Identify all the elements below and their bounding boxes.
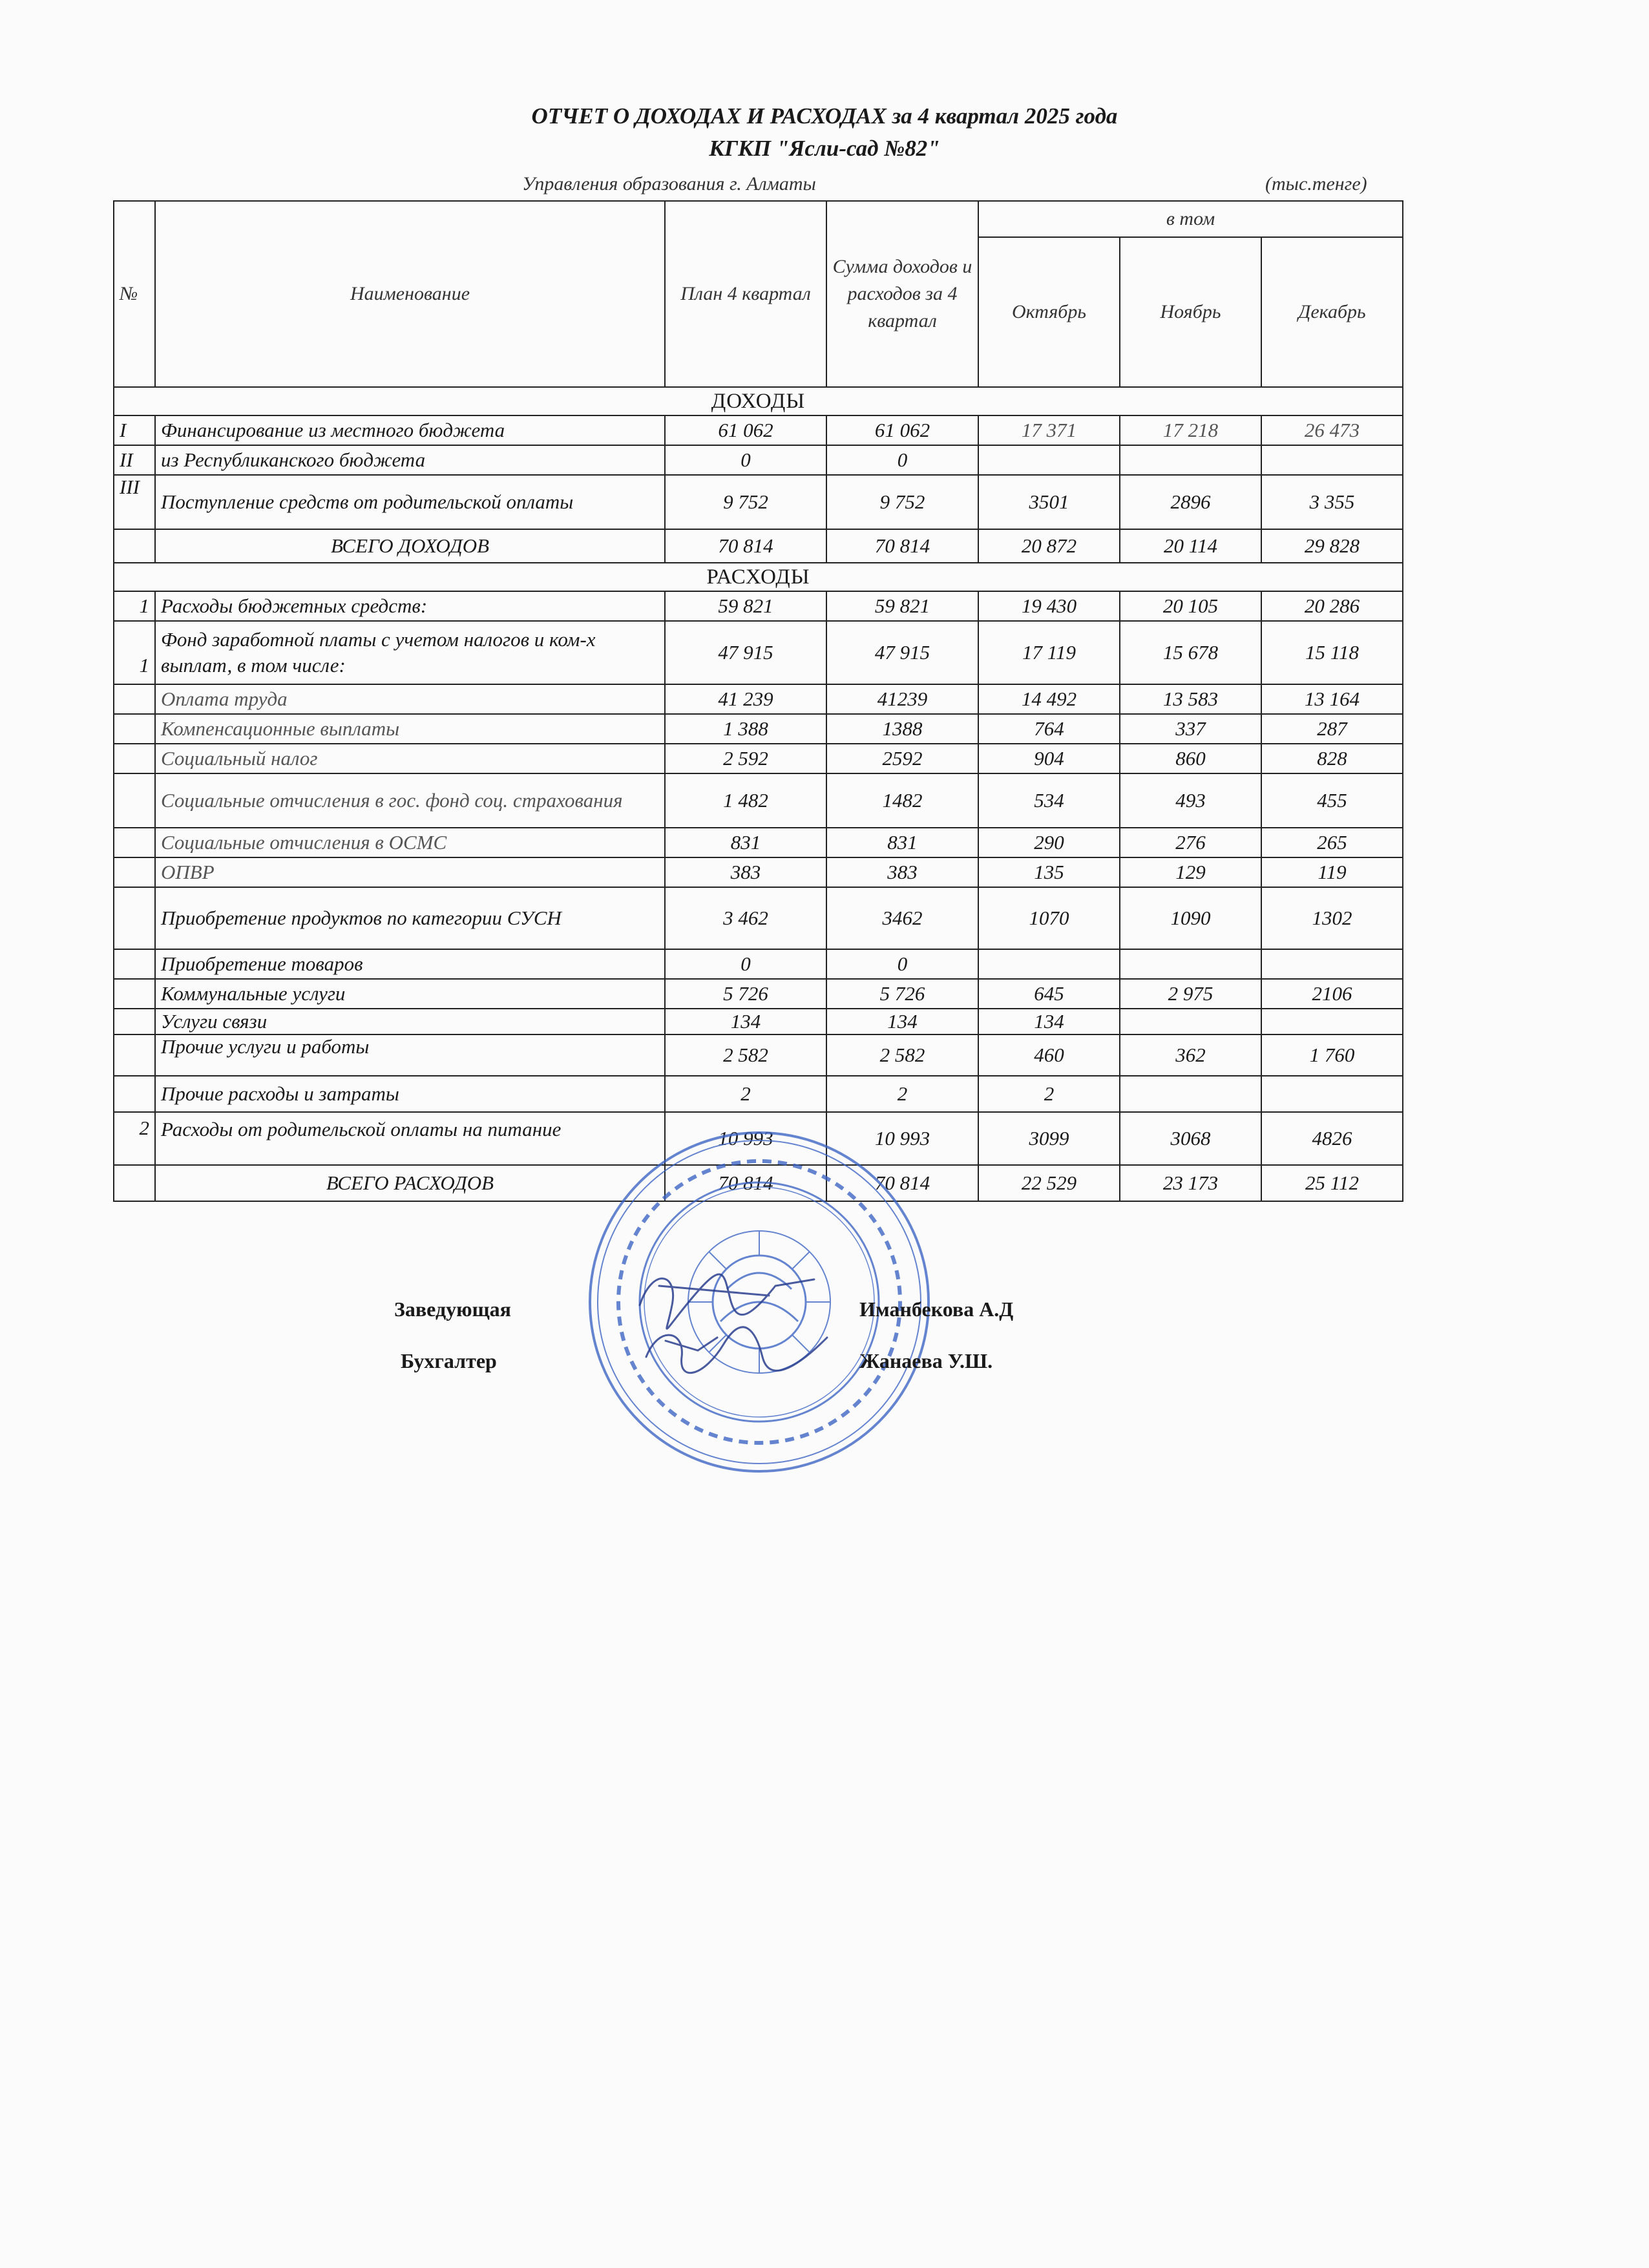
row-num: 2	[114, 1112, 155, 1165]
income-total-row	[114, 529, 1403, 563]
cell-sum: 10 993	[826, 1112, 978, 1165]
cell-oct: 17 119	[978, 621, 1120, 684]
cell-plan: 2 582	[665, 1034, 826, 1076]
cell-nov: 276	[1120, 828, 1261, 857]
row-num: I	[114, 415, 155, 445]
row-name: Компенсационные выплаты	[155, 714, 665, 744]
cell-plan: 10 993	[665, 1112, 826, 1165]
income-total-label: ВСЕГО ДОХОДОВ	[155, 529, 665, 563]
row-num: 1	[114, 621, 155, 684]
row-name: Коммунальные услуги	[155, 979, 665, 1009]
cell-oct: 134	[978, 1009, 1120, 1034]
cell-dec: 3 355	[1261, 475, 1403, 529]
cell-nov: 1090	[1120, 887, 1261, 949]
cell-dec: 25 112	[1261, 1165, 1403, 1201]
cell-oct: 22 529	[978, 1165, 1120, 1201]
table-row	[114, 887, 1403, 949]
cell-sum: 2 582	[826, 1034, 978, 1076]
cell-sum: 41239	[826, 684, 978, 714]
cell-dec: 455	[1261, 773, 1403, 828]
column-header-dec: Декабрь	[1261, 237, 1403, 387]
cell-oct: 460	[978, 1034, 1120, 1076]
column-header-num: №	[114, 201, 155, 387]
cell-plan: 134	[665, 1009, 826, 1034]
row-name: Расходы бюджетных средств:	[155, 591, 665, 621]
cell-sum: 2	[826, 1076, 978, 1112]
column-header-plan: План 4 квартал	[665, 201, 826, 387]
cell-sum: 61 062	[826, 415, 978, 445]
expense-total-label: ВСЕГО РАСХОДОВ	[155, 1165, 665, 1201]
cell-plan: 9 752	[665, 475, 826, 529]
cell-oct: 14 492	[978, 684, 1120, 714]
table-row	[114, 621, 1403, 684]
cell-sum: 383	[826, 857, 978, 887]
cell-sum: 1482	[826, 773, 978, 828]
row-name: из Республиканского бюджета	[155, 445, 665, 475]
cell-oct: 19 430	[978, 591, 1120, 621]
column-header-name: Наименование	[155, 201, 665, 387]
cell-sum: 2592	[826, 744, 978, 773]
cell-dec: 265	[1261, 828, 1403, 857]
cell-dec: 15 118	[1261, 621, 1403, 684]
income-expense-table	[113, 200, 1403, 1202]
cell-oct: 17 371	[978, 415, 1120, 445]
accountant-signature-label: Бухгалтер	[401, 1349, 497, 1372]
table-row	[114, 979, 1403, 1009]
row-num: 1	[114, 591, 155, 621]
cell-oct: 645	[978, 979, 1120, 1009]
cell-dec	[1261, 1076, 1403, 1112]
row-name: Социальный налог	[155, 744, 665, 773]
cell-dec	[1261, 1009, 1403, 1034]
cell-sum: 59 821	[826, 591, 978, 621]
units-note: (тыс.тенге)	[1265, 173, 1367, 194]
cell-plan: 831	[665, 828, 826, 857]
cell-sum: 1388	[826, 714, 978, 744]
cell-dec	[1261, 445, 1403, 475]
cell-plan: 41 239	[665, 684, 826, 714]
cell-oct: 290	[978, 828, 1120, 857]
accountant-name: Жанаева У.Ш.	[859, 1349, 993, 1372]
table-row	[114, 857, 1403, 887]
cell-oct: 904	[978, 744, 1120, 773]
cell-oct: 1070	[978, 887, 1120, 949]
cell-plan: 2 592	[665, 744, 826, 773]
table-row	[114, 1076, 1403, 1112]
cell-sum: 9 752	[826, 475, 978, 529]
cell-sum: 70 814	[826, 529, 978, 563]
table-row	[114, 744, 1403, 773]
cell-dec: 20 286	[1261, 591, 1403, 621]
column-header-sum: Сумма доходов и расходов за 4 квартал	[826, 201, 978, 387]
cell-nov: 13 583	[1120, 684, 1261, 714]
cell-sum: 831	[826, 828, 978, 857]
cell-nov: 3068	[1120, 1112, 1261, 1165]
table-row	[114, 1034, 1403, 1076]
cell-nov: 493	[1120, 773, 1261, 828]
row-name: ОПВР	[155, 857, 665, 887]
cell-plan: 2	[665, 1076, 826, 1112]
row-name: Приобретение продуктов по категории СУСН	[155, 887, 665, 949]
cell-plan: 0	[665, 949, 826, 979]
cell-oct: 135	[978, 857, 1120, 887]
cell-nov	[1120, 949, 1261, 979]
cell-plan: 47 915	[665, 621, 826, 684]
cell-nov	[1120, 445, 1261, 475]
signature-icon	[620, 1260, 834, 1389]
cell-dec: 1302	[1261, 887, 1403, 949]
cell-oct: 534	[978, 773, 1120, 828]
cell-nov: 23 173	[1120, 1165, 1261, 1201]
cell-plan: 70 814	[665, 1165, 826, 1201]
cell-plan: 0	[665, 445, 826, 475]
row-name: Приобретение товаров	[155, 949, 665, 979]
cell-plan: 383	[665, 857, 826, 887]
cell-sum: 0	[826, 949, 978, 979]
cell-nov	[1120, 1076, 1261, 1112]
column-header-nov: Ноябрь	[1120, 237, 1261, 387]
cell-plan: 1 482	[665, 773, 826, 828]
cell-dec	[1261, 949, 1403, 979]
cell-nov: 2 975	[1120, 979, 1261, 1009]
cell-oct: 764	[978, 714, 1120, 744]
cell-plan: 3 462	[665, 887, 826, 949]
expense-section-heading: РАСХОДЫ	[114, 563, 1403, 591]
income-section-heading: ДОХОДЫ	[114, 387, 1403, 415]
head-name: Иманбекова А.Д	[859, 1297, 1014, 1321]
row-name: Социальные отчисления в ОСМС	[155, 828, 665, 857]
table-row	[114, 475, 1403, 529]
table-row	[114, 445, 1403, 475]
cell-plan: 70 814	[665, 529, 826, 563]
organization-name: КГКП "Ясли-сад №82"	[709, 136, 940, 161]
cell-sum: 134	[826, 1009, 978, 1034]
table-row	[114, 773, 1403, 828]
cell-dec: 119	[1261, 857, 1403, 887]
cell-plan: 1 388	[665, 714, 826, 744]
row-name: Расходы от родительской оплаты на питание	[155, 1112, 665, 1165]
cell-oct: 20 872	[978, 529, 1120, 563]
cell-nov: 17 218	[1120, 415, 1261, 445]
cell-sum: 0	[826, 445, 978, 475]
cell-sum: 47 915	[826, 621, 978, 684]
row-name: Фонд заработной платы с учетом налогов и ком-х выплат, в том числе:	[155, 621, 665, 684]
cell-nov: 860	[1120, 744, 1261, 773]
cell-dec: 4826	[1261, 1112, 1403, 1165]
cell-plan: 5 726	[665, 979, 826, 1009]
row-name: Финансирование из местного бюджета	[155, 415, 665, 445]
cell-sum: 3462	[826, 887, 978, 949]
cell-dec: 2106	[1261, 979, 1403, 1009]
table-row	[114, 591, 1403, 621]
cell-nov: 20 114	[1120, 529, 1261, 563]
row-name: Поступление средств от родительской оплаты	[155, 475, 665, 529]
cell-dec: 287	[1261, 714, 1403, 744]
row-name: Прочие расходы и затраты	[155, 1076, 665, 1112]
cell-nov: 20 105	[1120, 591, 1261, 621]
cell-nov: 129	[1120, 857, 1261, 887]
table-row	[114, 1009, 1403, 1034]
cell-dec: 828	[1261, 744, 1403, 773]
cell-dec: 13 164	[1261, 684, 1403, 714]
cell-sum: 70 814	[826, 1165, 978, 1201]
row-name: Социальные отчисления в гос. фонд соц. страхования	[155, 773, 665, 828]
row-num: II	[114, 445, 155, 475]
table-row	[114, 415, 1403, 445]
cell-dec: 26 473	[1261, 415, 1403, 445]
row-name: Услуги связи	[155, 1009, 665, 1034]
cell-nov: 15 678	[1120, 621, 1261, 684]
cell-dec: 29 828	[1261, 529, 1403, 563]
cell-dec: 1 760	[1261, 1034, 1403, 1076]
report-title: ОТЧЕТ О ДОХОДАХ И РАСХОДАХ за 4 квартал 2025 года	[531, 103, 1118, 129]
cell-sum: 5 726	[826, 979, 978, 1009]
cell-plan: 59 821	[665, 591, 826, 621]
cell-nov: 362	[1120, 1034, 1261, 1076]
head-signature-label: Заведующая	[394, 1297, 511, 1321]
table-row	[114, 714, 1403, 744]
row-name: Оплата труда	[155, 684, 665, 714]
cell-nov: 337	[1120, 714, 1261, 744]
column-header-group: в том	[978, 201, 1403, 237]
table-row	[114, 684, 1403, 714]
row-num: III	[114, 475, 155, 529]
cell-oct: 3099	[978, 1112, 1120, 1165]
cell-nov	[1120, 1009, 1261, 1034]
row-name: Прочие услуги и работы	[155, 1034, 665, 1076]
cell-oct	[978, 949, 1120, 979]
department-name: Управления образования г. Алматы	[522, 173, 816, 194]
cell-nov: 2896	[1120, 475, 1261, 529]
cell-oct: 3501	[978, 475, 1120, 529]
table-row	[114, 949, 1403, 979]
table-row	[114, 828, 1403, 857]
cell-oct	[978, 445, 1120, 475]
column-header-oct: Октябрь	[978, 237, 1120, 387]
cell-plan: 61 062	[665, 415, 826, 445]
cell-oct: 2	[978, 1076, 1120, 1112]
